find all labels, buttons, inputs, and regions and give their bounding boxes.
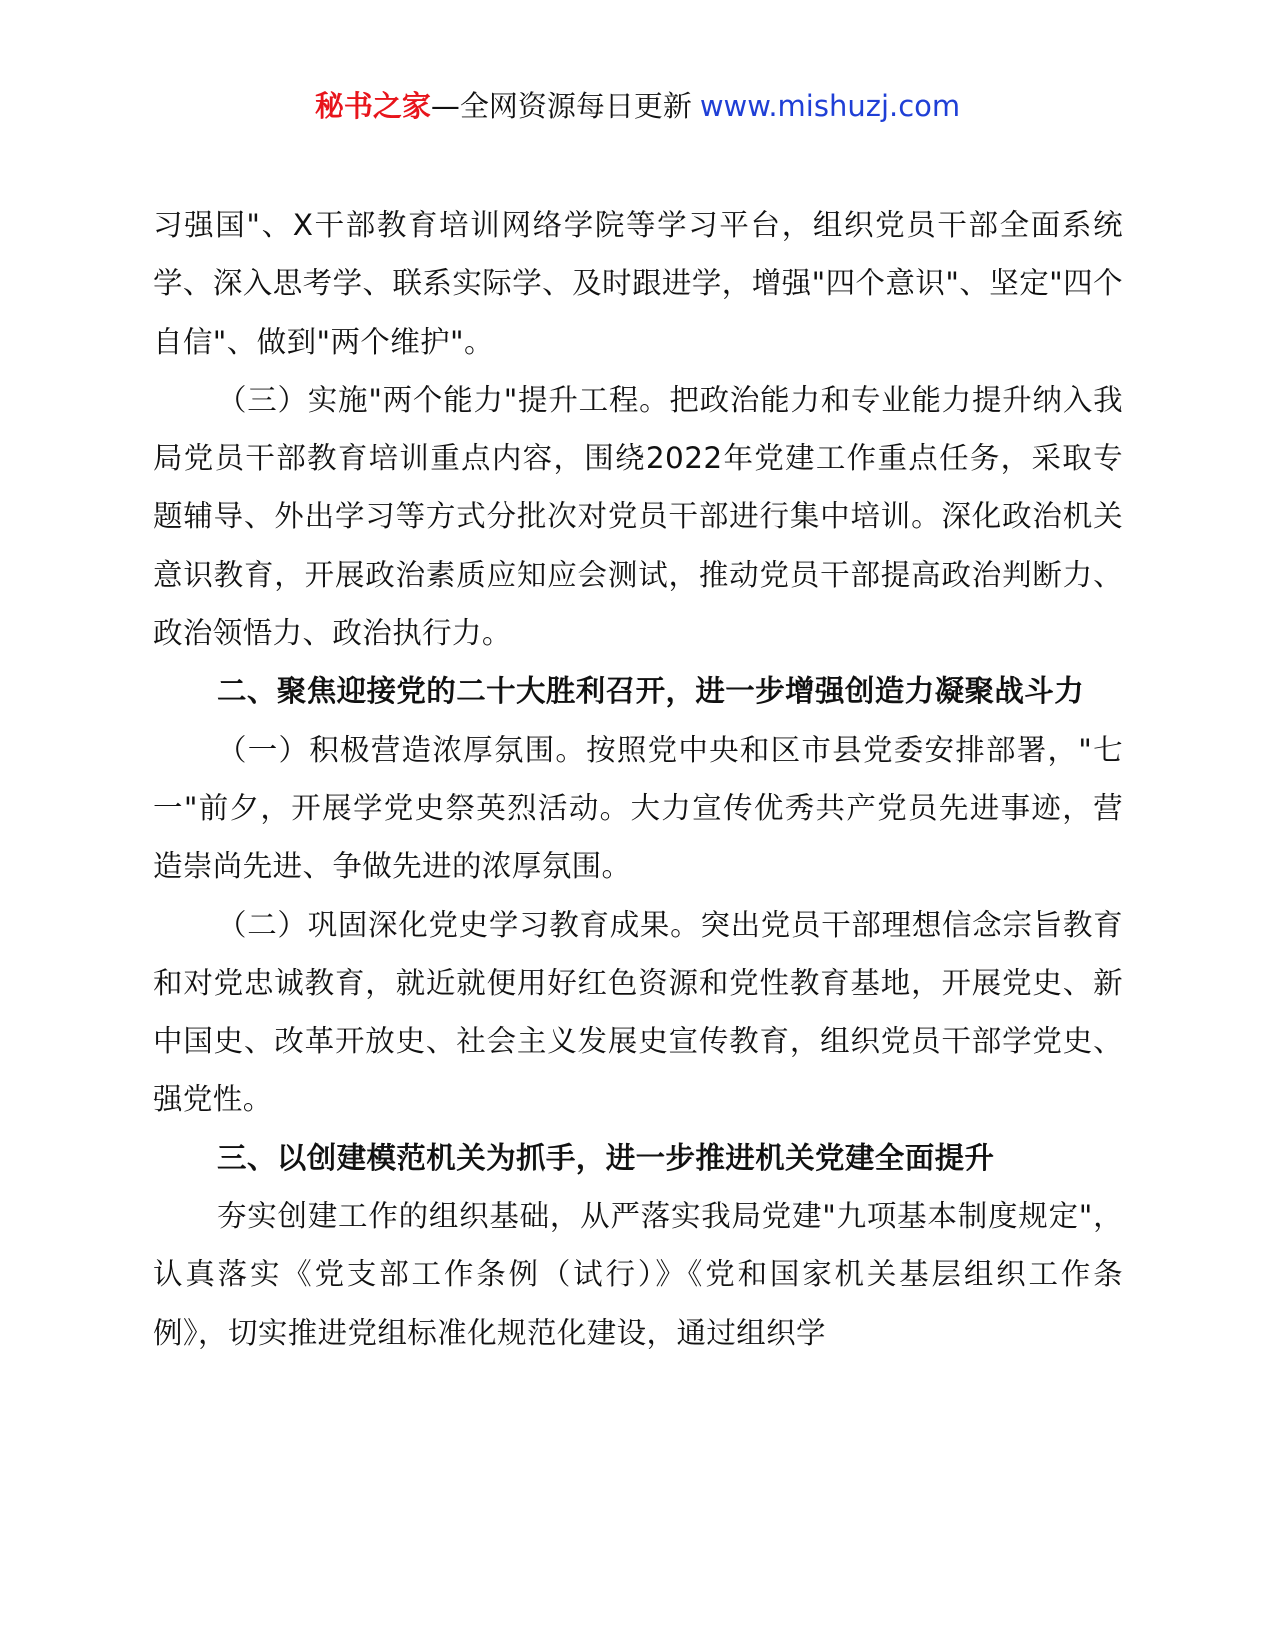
brand-name: 秘书之家 [314, 89, 431, 123]
header-url[interactable]: www.mishuzj.com [699, 89, 961, 123]
paragraph-continuation: 习强国"、X干部教育培训网络学院等学习平台，组织党员干部全面系统学、深入思考学、联系实际学、及时跟进学，增强"四个意识"、坚定"四个自信"、做到"两个维护"。 [153, 208, 1123, 359]
header-tagline: —全网资源每日更新 [430, 89, 692, 123]
page-header [0, 84, 1275, 128]
paragraph-section-2-1: （一）积极营造浓厚氛围。按照党中央和区市县党委安排部署，"七一"前夕，开展学党史祭英烈活动。大力宣传优秀共产党员先进事迹，营造崇尚先进、争做先进的浓厚氛围。 [153, 732, 1123, 884]
paragraph-section-3-body: 夯实创建工作的组织基础，从严落实我局党建"九项基本制度规定"，认真落实《党支部工作条例（试行）》《党和国家机关基层组织工作条例》，切实推进党组标准化规范化建设，通过组织学 [153, 1199, 1123, 1350]
paragraph-section-2-2: （二）巩固深化党史学习教育成果。突出党员干部理想信念宗旨教育和对党忠诚教育，就近就便用好红色资源和党性教育基地，开展党史、新中国史、改革开放史、社会主义发展史宣传教育，组织党员干部学党史、强党性。 [153, 907, 1123, 1117]
document-body [153, 196, 1123, 1362]
heading-section-3: 三、以创建模范机关为抓手，进一步推进机关党建全面提升 [217, 1140, 995, 1175]
heading-section-2: 二、聚焦迎接党的二十大胜利召开，进一步增强创造力凝聚战斗力 [217, 674, 1085, 709]
paragraph-section-1-3: （三）实施"两个能力"提升工程。把政治能力和专业能力提升纳入我局党员干部教育培训重点内容，围绕2022年党建工作重点任务，采取专题辅导、外出学习等方式分批次对党员干部进行集中培训。深化政治机关意识教育，开展政治素质应知应会测试，推动党员干部提高政治判断力、政治领悟力、政治执行力。 [153, 382, 1123, 651]
